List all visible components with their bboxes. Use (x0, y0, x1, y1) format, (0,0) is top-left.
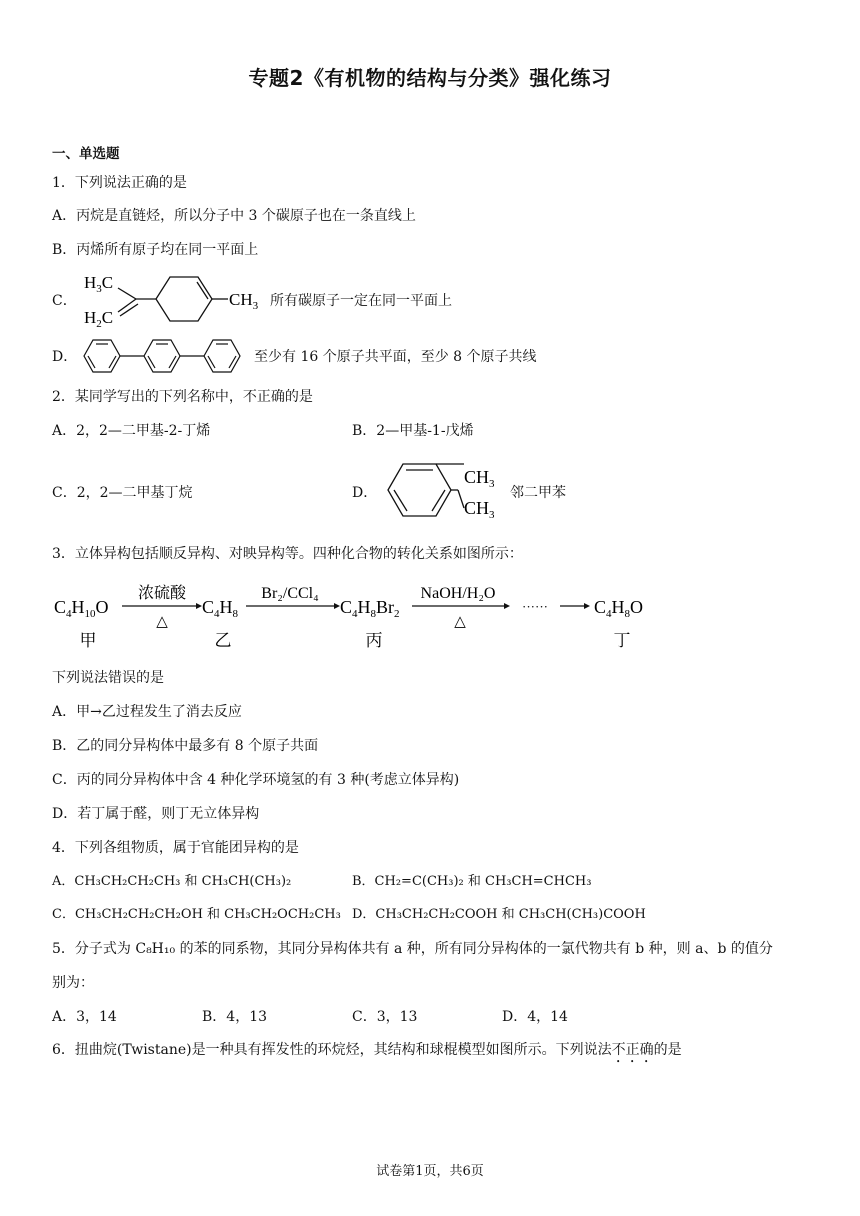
q2-option-d-text: 邻二甲苯 (510, 485, 566, 501)
q3-label-bing: 丙 (365, 631, 383, 650)
q3-arrow1-reagent: 浓硫酸 (137, 585, 187, 602)
q5-option-d: D．4，14 (502, 1009, 568, 1025)
svg-text:H2C: $H_2C$ (84, 308, 114, 330)
q6-stem (52, 1040, 682, 1066)
page-footer: 试卷第1页，共6页 (376, 1164, 484, 1179)
q1-option-d-terphenyl (78, 335, 253, 377)
q3-label-ding: 丁 (613, 631, 631, 650)
q3-arrow2-reagent: Br₂/CCl₄ (261, 585, 319, 602)
q2-option-a: A．2，2—二甲基-2-丁烯 (52, 423, 211, 439)
q4-option-b: B．CH₂=C(CH₃)₂ 和 CH₃CH=CHCH₃ (352, 874, 592, 889)
q5-option-b: B．4，13 (202, 1009, 268, 1025)
q1-option-c-label: C． (52, 293, 77, 309)
q1-option-a: A．丙烷是直链烃，所以分子中 3 个碳原子也在一条直线上 (52, 208, 416, 224)
q3-option-d: D．若丁属于醛，则丁无立体异构 (52, 806, 260, 822)
q1-stem: 1．下列说法正确的是 (52, 175, 187, 191)
q6-stem-emphasis: 不正确 (611, 1042, 654, 1058)
page-title: 专题2《有机物的结构与分类》强化练习 (248, 66, 612, 90)
q2-option-c: C．2，2—二甲基丁烷 (52, 485, 193, 501)
q6-stem-post: 的是 (653, 1042, 682, 1058)
q4-option-a: A．CH₃CH₂CH₂CH₃ 和 CH₃CH(CH₃)₂ (52, 874, 292, 889)
q3-formula-ding: $C_4H_8O$ (594, 597, 644, 620)
q3-formula-jia: $C_4H_{10}O$ (54, 597, 109, 620)
q1-option-d-label: D． (52, 349, 78, 365)
svg-text:CH3: $CH_3$ (464, 467, 495, 490)
q3-option-a: A．甲→乙过程发生了消去反应 (52, 704, 242, 720)
q6-stem-pre: 6．扭曲烷(Twistane)是一种具有挥发性的环烷烃，其结构和球棍模型如图所示。下列说法 (52, 1042, 612, 1058)
section-heading: 一、单选题 (52, 146, 120, 162)
q1-option-c-text: 所有碳原子一定在同一平面上 (270, 293, 452, 309)
q3-arrow3-reagent: NaOH/H₂O (420, 585, 496, 602)
q3-lead: 下列说法错误的是 (52, 670, 164, 686)
q3-formula-yi: $C_4H_8$ (202, 597, 239, 620)
q2-stem: 2．某同学写出的下列名称中，不正确的是 (52, 389, 313, 405)
q3-dots: ······ (522, 599, 548, 614)
q3-reaction-scheme (52, 578, 662, 652)
svg-text:CH3: $CH_3$ (464, 498, 495, 521)
q1-option-c-structure (78, 268, 270, 330)
q3-label-yi: 乙 (214, 631, 232, 650)
q1-option-b: B．丙烯所有原子均在同一平面上 (52, 242, 259, 258)
q3-option-c: C．丙的同分异构体中含 4 种化学环境氢的有 3 种(考虑立体异构) (52, 772, 460, 788)
q3-arrow3-heat: △ (454, 614, 466, 630)
q4-stem: 4．下列各组物质，属于官能团异构的是 (52, 840, 299, 856)
q3-label-jia: 甲 (79, 631, 97, 650)
q2-option-d-o-xylene (378, 456, 510, 526)
q5-stem-line1: 5．分子式为 C₈H₁₀ 的苯的同系物，其同分异构体共有 a 种，所有同分异构体的一氯代物共有 b 种，则 a、b 的值分 (52, 941, 773, 957)
q3-formula-bing: $C_4H_8Br_2$ (340, 597, 400, 620)
q3-option-b: B．乙的同分异构体中最多有 8 个原子共面 (52, 738, 319, 754)
q3-stem: 3．立体异构包括顺反异构、对映异构等。四种化合物的转化关系如图所示： (52, 546, 523, 562)
q2-option-d-label: D． (352, 485, 378, 501)
q3-arrow1-heat: △ (156, 614, 168, 630)
q5-option-a: A．3，14 (52, 1009, 117, 1025)
q2-option-b: B．2—甲基-1-戊烯 (352, 423, 474, 439)
q4-option-c: C．CH₃CH₂CH₂CH₂OH 和 CH₃CH₂OCH₂CH₃ (52, 907, 341, 922)
q4-option-d: D．CH₃CH₂CH₂COOH 和 CH₃CH(CH₃)COOH (352, 907, 646, 922)
q5-option-c: C．3，13 (352, 1009, 418, 1025)
q5-stem-line2: 别为： (52, 975, 94, 991)
q1-option-d-text: 至少有 16 个原子共平面，至少 8 个原子共线 (254, 349, 537, 365)
svg-text:CH3: $CH_3$ (229, 290, 259, 312)
svg-text:H3C: $H_3C$ (84, 273, 114, 295)
